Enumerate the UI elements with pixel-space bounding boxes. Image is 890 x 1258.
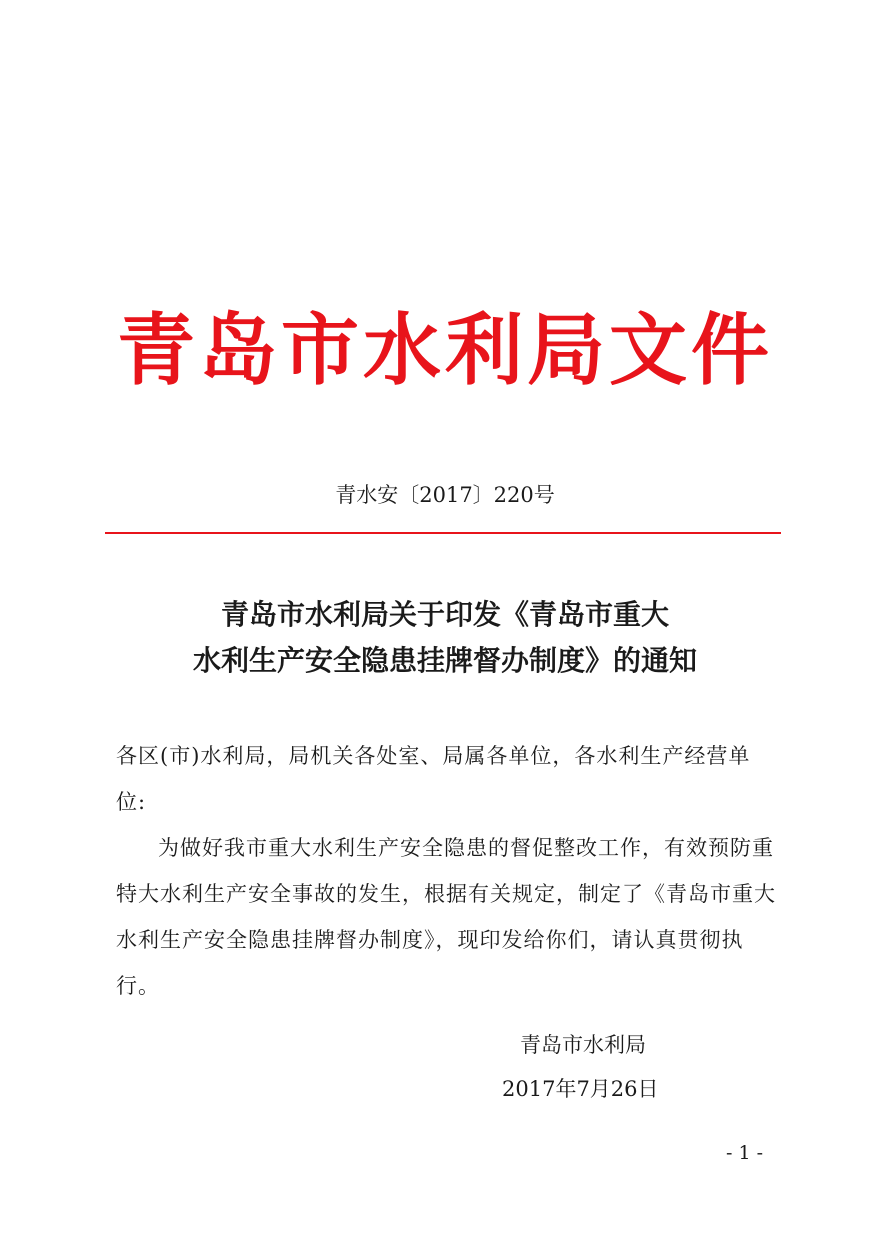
title-line-1: 青岛市水利局关于印发《青岛市重大 bbox=[220, 598, 669, 631]
signing-date: 2017年7月26日 bbox=[502, 1077, 659, 1101]
document-title bbox=[0, 592, 890, 684]
page-number: - 1 - bbox=[726, 1142, 764, 1164]
document-body bbox=[116, 733, 778, 1009]
issuer-banner: 青岛市水利局文件 bbox=[116, 306, 773, 396]
document-number: 青水安〔2017〕220号 bbox=[335, 483, 555, 507]
body-paragraph: 为做好我市重大水利生产安全隐患的督促整改工作，有效预防重特大水利生产安全事故的发生，根据有关规定，制定了《青岛市重大水利生产安全隐患挂牌督办制度》，现印发给你们，请认真贯彻执行。 bbox=[116, 836, 776, 998]
red-divider-line bbox=[105, 532, 781, 534]
addressee-line: 各区(市)水利局，局机关各处室、局属各单位，各水利生产经营单位: bbox=[116, 744, 751, 814]
title-line-2: 水利生产安全隐患挂牌督办制度》的通知 bbox=[192, 644, 697, 677]
signing-organization: 青岛市水利局 bbox=[520, 1033, 646, 1057]
